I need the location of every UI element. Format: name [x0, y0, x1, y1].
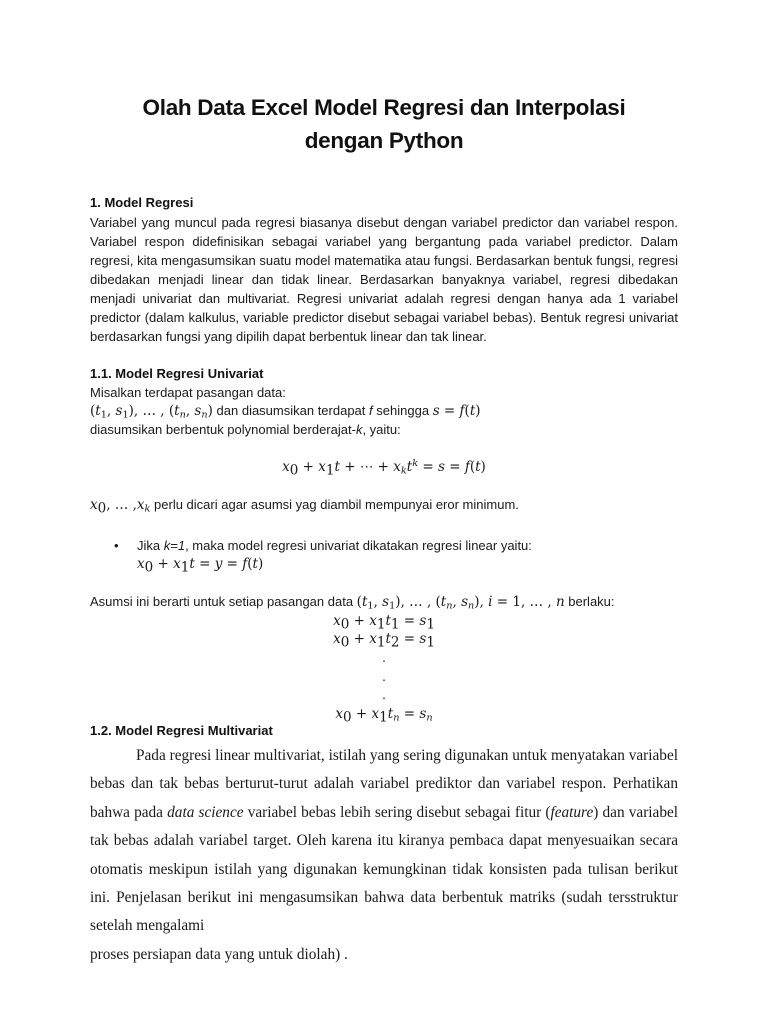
s-equals-f-formula: s [432, 403, 440, 419]
document-title-line-1: Olah Data Excel Model Regresi dan Interpolasi [142, 95, 626, 120]
section-1-2-last-line: proses persiapan data yang untuk diolah) . [90, 945, 348, 963]
section-1-body [90, 213, 678, 346]
bullet-pre-text: Jika [137, 538, 164, 553]
coefficients-text: perlu dicari agar asumsi yag diambil mempunyai eror minimum. [154, 497, 519, 512]
vertical-dot-1: . [382, 650, 386, 665]
assume-text: diasumsikan berbentuk polynomial berderajat- [90, 422, 356, 437]
coefficients-formula: x [90, 497, 98, 513]
data-science-term: data science [167, 803, 244, 821]
section-1-1-heading: 1.1. Model Regresi Univariat [90, 366, 264, 381]
vertical-dot-2: . [382, 669, 386, 684]
bullet-text [137, 538, 532, 553]
section-1-2-paragraph [90, 742, 678, 941]
section-1-paragraph: Variabel yang muncul pada regresi biasanya disebut dengan variabel predictor dan variabel respon. Variabel respon didefinisikan sebagai variabel yang bergantung pada variabel predictor. Dalam regresi, kita mengasumsikan suatu model matematika atau fungsi. Berdasarkan bentuk fungsi, regresi dibedakan menjadi linear dan tidak linear. Berdasarkan banyaknya variabel, regresi dibedakan menjadi univariat dan multivariat. Regresi univariat adalah regresi dengan hanya ada 1 variabel predictor (dalam kalkulus, variable predictor disebut sebagai variabel bebas). Bentuk regresi univariat berdasarkan fungsi yang dipilih dapat berbentuk linear dan tak linear. [90, 215, 678, 344]
pairs-text: dan diasumsikan terdapat [216, 403, 366, 418]
pairs-formula: ($t_1$, $s_1$), … , ($t_n$, $s_n$) [90, 403, 213, 421]
feature-term: feature [550, 803, 594, 821]
section-1-heading: 1. Model Regresi [90, 195, 194, 210]
bullet-k-text: k=1 [163, 538, 186, 553]
system-equation-n: $x_0 + x_1t_n = s_n$ [335, 706, 433, 726]
sehingga-text: sehingga [376, 403, 430, 418]
assumption-post-text: berlaku: [568, 594, 615, 609]
polynomial-equation: $x_0 + x_1t$ + ⋯ + $x_kt^k = s = f(t)$ [282, 458, 486, 479]
data-pairs-line: ($t_1$, $s_1$), … , ($t_n$, $s_n$) dan diasumsikan terdapat f sehingga s = f(t) [90, 403, 481, 421]
yaitu-text: , yaitu: [362, 422, 401, 437]
bullet-dot-icon: • [114, 538, 119, 553]
section-1-1-intro: Misalkan terdapat pasangan data: [90, 385, 286, 400]
vertical-dot-3: . [382, 687, 386, 702]
document-title-line-2: dengan Python [304, 128, 464, 153]
linear-regression-formula: $x_0 + x_1t = y = f(t)$ [137, 556, 264, 576]
p-part-a: Pada regresi linear multivariat, istilah yang sering digunakan untuk menyatakan variabel bebas dan tak bebas berturut-turut adalah variabel prediktor dan variabel respon. Perhatikan bahwa pada [90, 747, 678, 821]
bullet-post-text: , maka model regresi univariat dikatakan regresi linear yaitu: [185, 538, 532, 553]
assumption-line [90, 594, 615, 610]
p-part-b: variabel bebas lebih sering disebut sebagai fitur ( [243, 803, 551, 821]
polynomial-assumption-line [90, 422, 401, 437]
assumption-pre-text: Asumsi ini berarti untuk setiap pasangan data [90, 594, 354, 609]
k-letter: k [355, 422, 363, 437]
system-equation-2: $x_0 + x_1t_2 = s_1$ [333, 631, 435, 651]
system-equation-1: $x_0 + x_1t_1 = s_1$ [333, 613, 435, 633]
coefficients-line: $x_0$, … $,x_k$ perlu dicari agar asumsi yag diambil mempunyai eror minimum. [90, 497, 519, 517]
section-1-2-body [90, 742, 678, 969]
assumption-formula: ($t_1$, $s_1$), … , ($t_n$, $s_n$), i = 1, … , n [356, 594, 565, 612]
p-part-c: ) dan variabel tak bebas adalah variabel target. Oleh karena itu kiranya pembaca dapat menyesuaikan secara otomatis meskipun istilah yang digunakan kemungkinan tidak konsisten pada tulisan berikut ini. Penjelasan berikut ini mengasumsikan bahwa data berbentuk matriks (sudah tersstruktur setelah mengalami [90, 803, 679, 935]
f-letter: f [369, 403, 373, 418]
section-1-2-heading: 1.2. Model Regresi Multivariat [90, 723, 273, 738]
